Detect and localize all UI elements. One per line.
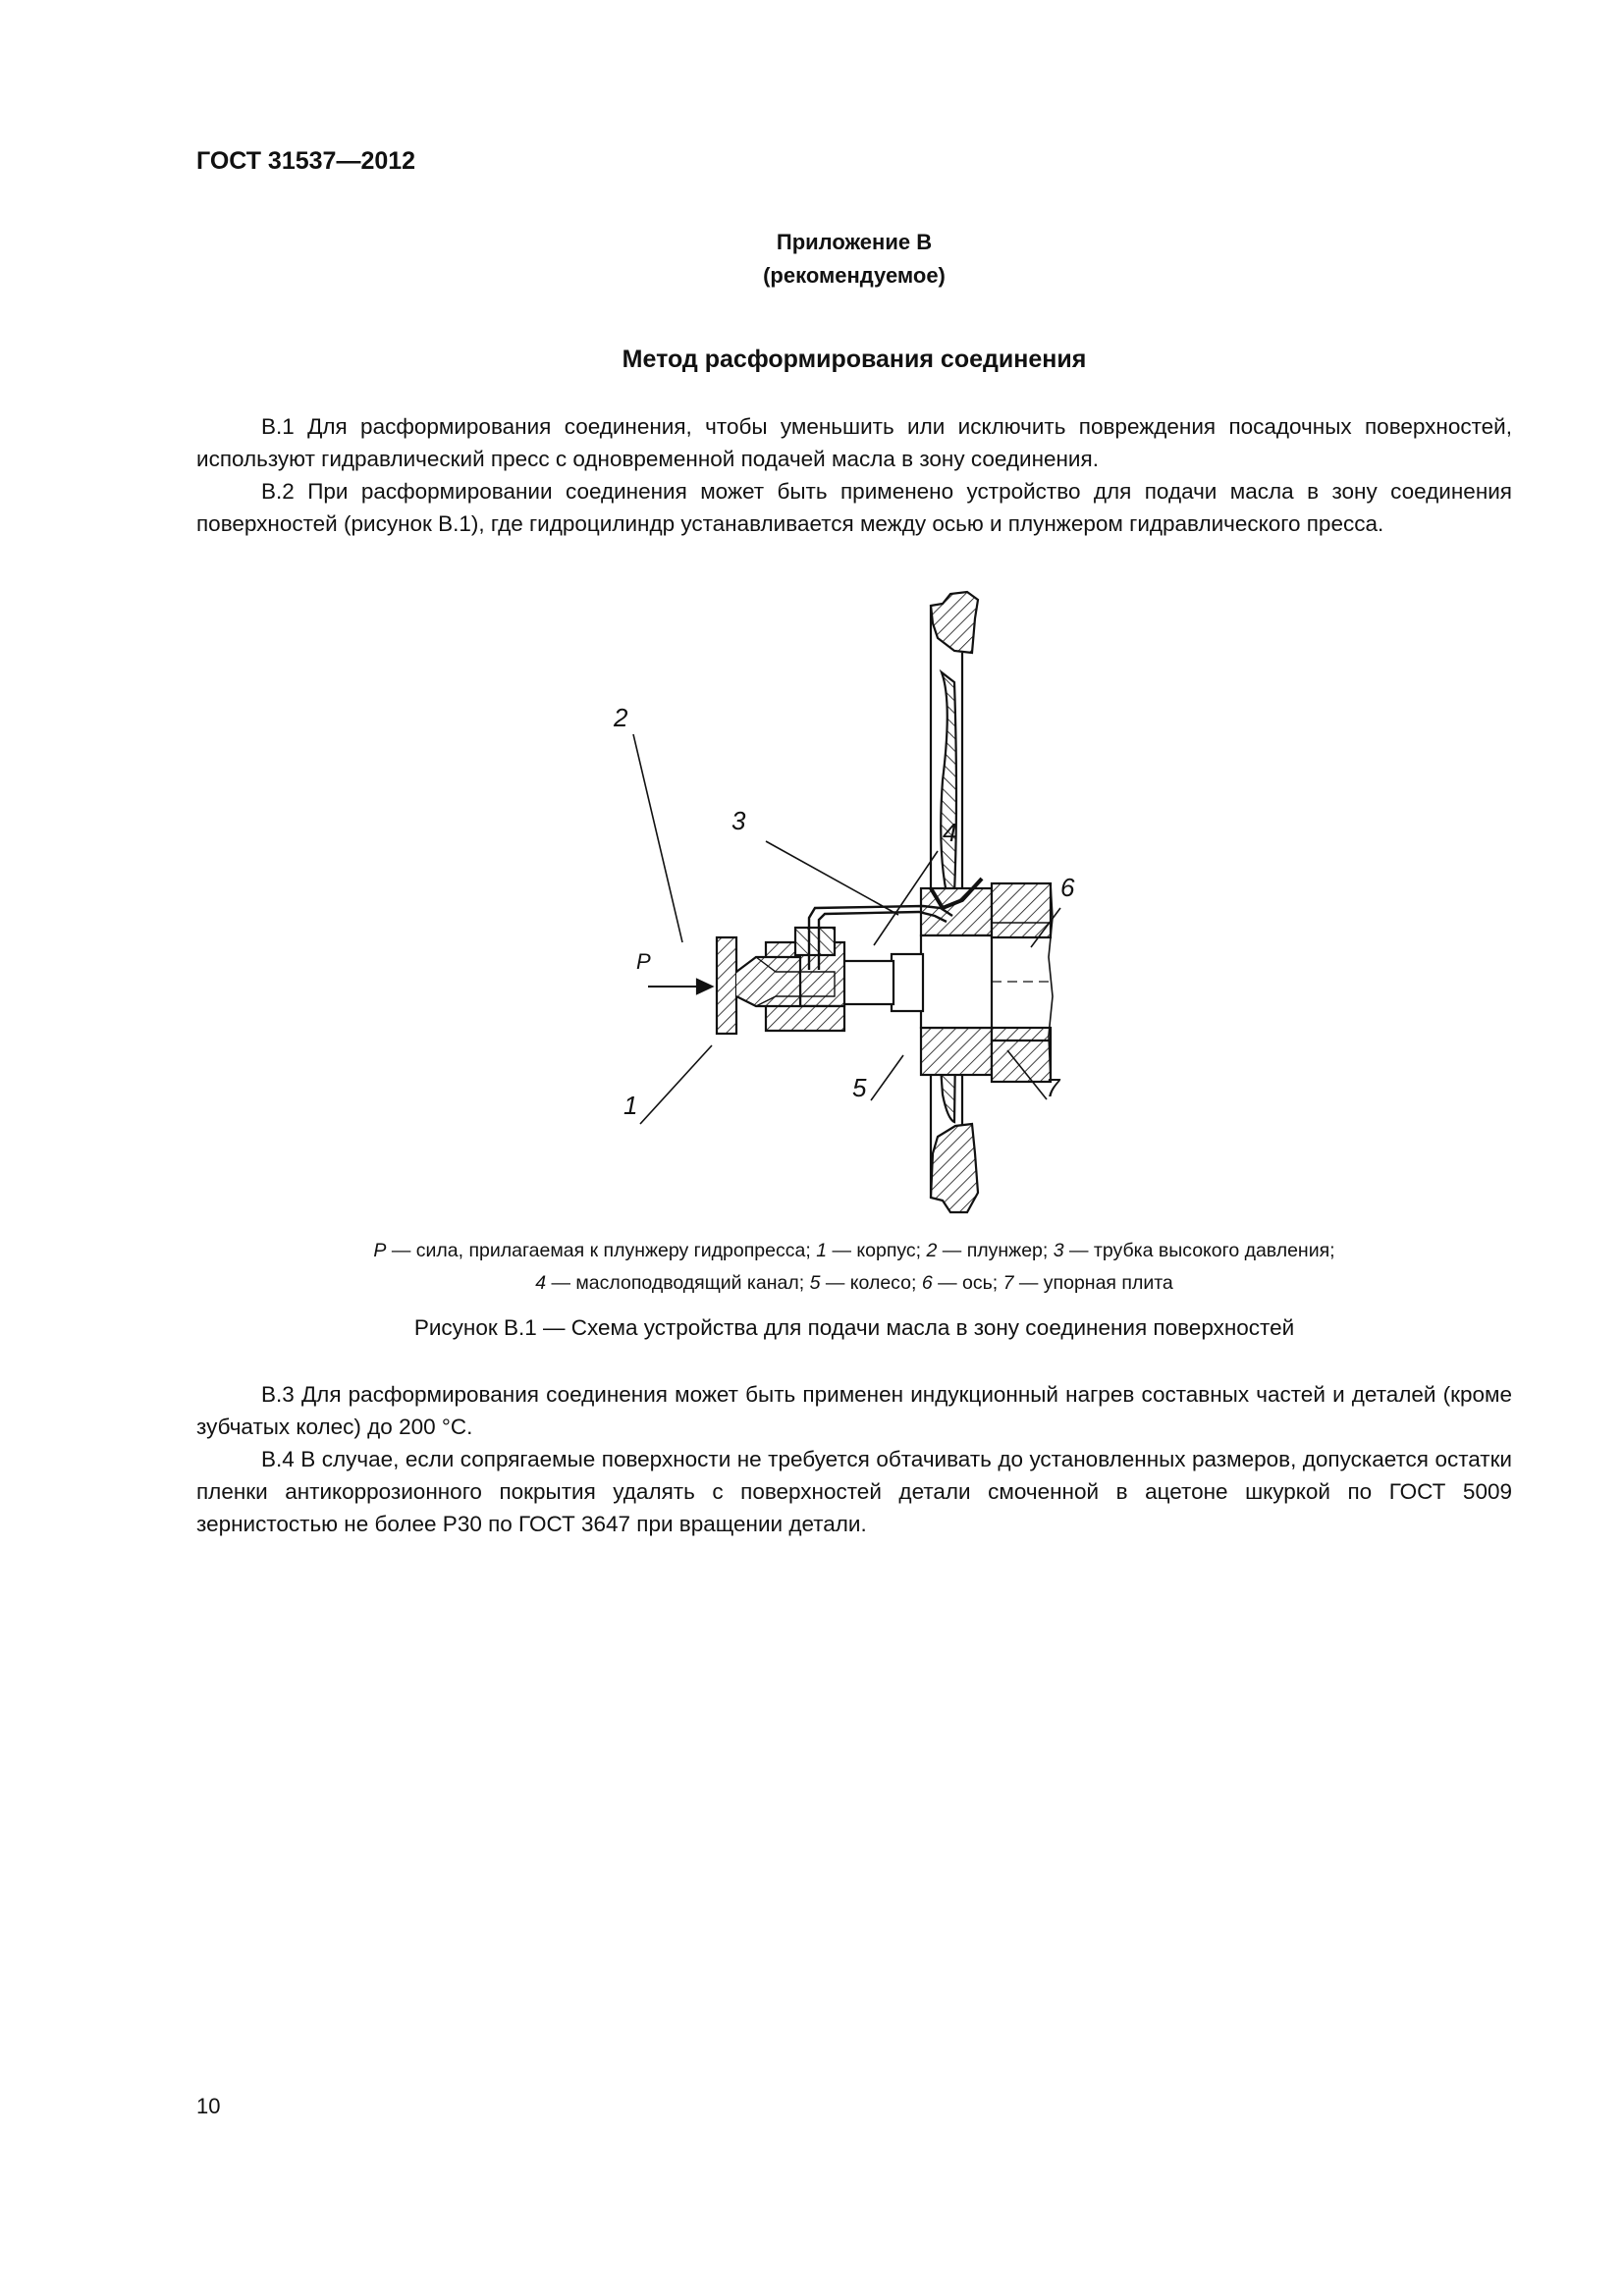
legend-line-1 xyxy=(196,1235,1512,1267)
legend-sym-5: 5 xyxy=(809,1272,821,1294)
axle-end xyxy=(892,954,923,1011)
legend-sym-2: 2 xyxy=(926,1240,938,1261)
figure-caption: Рисунок В.1 — Схема устройства для подачи масла в зону соединения поверхностей xyxy=(413,1315,1295,1340)
paragraph-b4: В.4 В случае, если сопрягаемые поверхности не требуется обтачивать до установленных размеров, допускается остатки пленки антикоррозионного покрытия удалять с поверхностей детали смоченной в ацетоне шкуркой по ГОСТ 5009 зернистостью не более Р30 по ГОСТ 3647 при вращении детали. xyxy=(196,1447,1512,1536)
legend-sym-6: 6 xyxy=(921,1272,933,1294)
appendix-title: Приложение В xyxy=(776,230,933,254)
label-6: 6 xyxy=(1060,873,1075,902)
appendix-status: (рекомендуемое) xyxy=(763,263,946,288)
thrust-plate-bottom xyxy=(992,1028,1051,1082)
paragraph-b3: В.3 Для расформирования соединения может быть применен индукционный нагрев составных частей и деталей (кроме зубчатых колес) до 200 °С. xyxy=(196,1382,1512,1439)
legend-text-7: — упорная плита xyxy=(1013,1272,1173,1294)
wheel-rim-top xyxy=(931,592,978,653)
legend-text-4: — маслоподводящий канал; xyxy=(546,1272,810,1294)
legend-sym-3: 3 xyxy=(1053,1240,1064,1261)
wheel-hub-bottom xyxy=(921,1028,992,1075)
plunger-head xyxy=(717,937,736,1034)
label-7: 7 xyxy=(1046,1073,1060,1102)
legend-sym-1: 1 xyxy=(816,1240,828,1261)
legend-sym-p: P xyxy=(373,1240,387,1261)
legend-text-5: — колесо; xyxy=(820,1272,922,1294)
legend-text-p: — сила, прилагаемая к плунжеру гидропресса; xyxy=(386,1240,817,1261)
axle-bore xyxy=(921,935,992,1028)
paragraphs-bottom xyxy=(196,1378,1512,1540)
legend-line-2 xyxy=(196,1267,1512,1300)
label-2: 2 xyxy=(614,703,628,732)
plunger-rod xyxy=(736,957,800,1006)
label-1: 1 xyxy=(623,1091,638,1120)
wheel-web-groove-top xyxy=(941,672,956,893)
force-arrowhead xyxy=(697,980,712,993)
paragraph-b2: В.2 При расформировании соединения может быть применено устройство для подачи масла в зону соединения поверхностей (рисунок В.1), где гидроцилиндр устанавливается между осью и плунжером гидравлического пресса. xyxy=(196,479,1512,536)
document-code: ГОСТ 31537—2012 xyxy=(196,147,416,175)
legend-text-2: — плунжер; xyxy=(937,1240,1054,1261)
figure-legend xyxy=(196,1235,1512,1300)
label-p: P xyxy=(636,949,651,974)
wheel-rim-bottom xyxy=(931,1124,978,1212)
legend-text-6: — ось; xyxy=(932,1272,1003,1294)
thrust-plate-top xyxy=(992,883,1051,937)
legend-text-1: — корпус; xyxy=(827,1240,927,1261)
legend-sym-4: 4 xyxy=(535,1272,547,1294)
appendix-heading xyxy=(196,226,1512,293)
housing-fitting xyxy=(795,928,835,955)
section-title: Метод расформирования соединения xyxy=(622,346,1087,373)
page-number: 10 xyxy=(196,2094,221,2118)
paragraph-b1: В.1 Для расформирования соединения, чтобы уменьшить или исключить повреждения посадочных поверхностей, используют гидравлический пресс с одновременной подачей масла в зону соединения. xyxy=(196,414,1512,471)
label-3: 3 xyxy=(731,806,746,835)
figure-b1-diagram xyxy=(550,584,1139,1222)
paragraphs-top xyxy=(196,410,1512,540)
label-4: 4 xyxy=(943,818,957,847)
wheel-hub-top xyxy=(921,888,992,935)
label-5: 5 xyxy=(852,1073,867,1102)
legend-text-3: — трубка высокого давления; xyxy=(1063,1240,1335,1261)
legend-sym-7: 7 xyxy=(1002,1272,1014,1294)
